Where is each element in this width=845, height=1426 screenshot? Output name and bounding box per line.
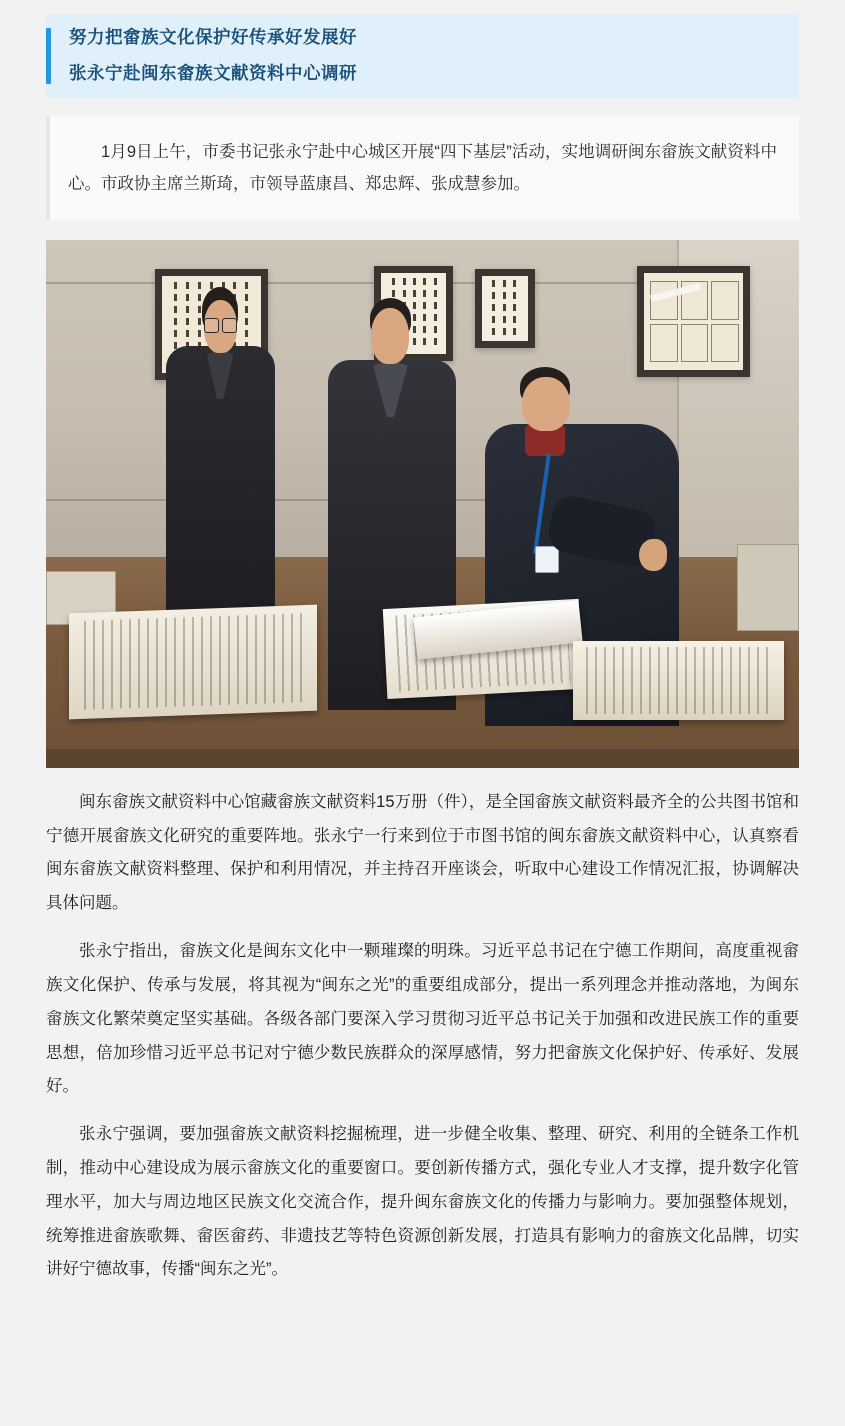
photo-illustration [46,240,799,768]
book-right-text [586,647,772,714]
open-book-right [573,641,784,720]
photo-desk-front [46,749,799,768]
photo-shelf-right [737,544,799,630]
lead-card [46,116,799,220]
glasses-icon [204,318,237,332]
id-badge [535,546,559,573]
open-book-left [69,605,317,719]
person-center-face [371,308,409,364]
article-body [46,786,799,1287]
article-title-card [46,14,799,98]
body-paragraph-3: 张永宁强调，要加强畲族文献资料挖掘梳理，进一步健全收集、整理、研究、利用的全链条工作机制，推动中心建设成为展示畲族文化的重要窗口。要创新传播方式，强化专业人才支撑，提升数字化管理水平，加大与周边地区民族文化交流合作，提升闽东畲族文化的传播力与影响力。要加强整体规划，统筹推进畲族歌舞、畲医畲药、非遗技艺等特色资源创新发展，打造具有影响力的畲族文化品牌，切实讲好宁德故事，传播“闽东之光”。 [46,1125,799,1279]
person-right-hand [639,539,666,571]
lead-paragraph: 1月9日上午，市委书记张永宁赴中心城区开展“四下基层”活动，实地调研闽东畲族文献资料中心。市政协主席兰斯琦，市领导蓝康昌、郑忠辉、张成慧参加。 [68,142,777,193]
page-subtitle: 张永宁赴闽东畲族文献资料中心调研 [69,63,357,84]
body-paragraph-2: 张永宁指出，畲族文化是闽东文化中一颗璀璨的明珠。习近平总书记在宁德工作期间，高度重视畲族文化保护、传承与发展，将其视为“闽东之光”的重要组成部分，提出一系列理念并推动落地，为闽东畲族文化繁荣奠定坚实基础。各级各部门要深入学习贯彻习近平总书记关于加强和改进民族工作的重要思想，倍加珍惜习近平总书记对宁德少数民族群众的深厚感情，努力把畲族文化保护好、传承好、发展好。 [46,942,799,1096]
book-left-text [83,614,302,710]
body-paragraph-1: 闽东畲族文献资料中心馆藏畲族文献资料15万册（件），是全国畲族文献资料最齐全的公共图书馆和宁德开展畲族文化研究的重要阵地。张永宁一行来到位于市图书馆的闽东畲族文献资料中心，认真察看闽东畲族文献资料整理、保护和利用情况，并主持召开座谈会，听取中心建设工作情况汇报，协调解决具体问题。 [46,792,799,913]
title-accent-bar [46,28,51,84]
title-lines [69,28,357,84]
framed-document-4 [637,266,750,377]
page-title: 努力把畲族文化保护好传承好发展好 [69,27,357,47]
person-right-face [522,377,569,431]
article-photo [46,240,799,768]
